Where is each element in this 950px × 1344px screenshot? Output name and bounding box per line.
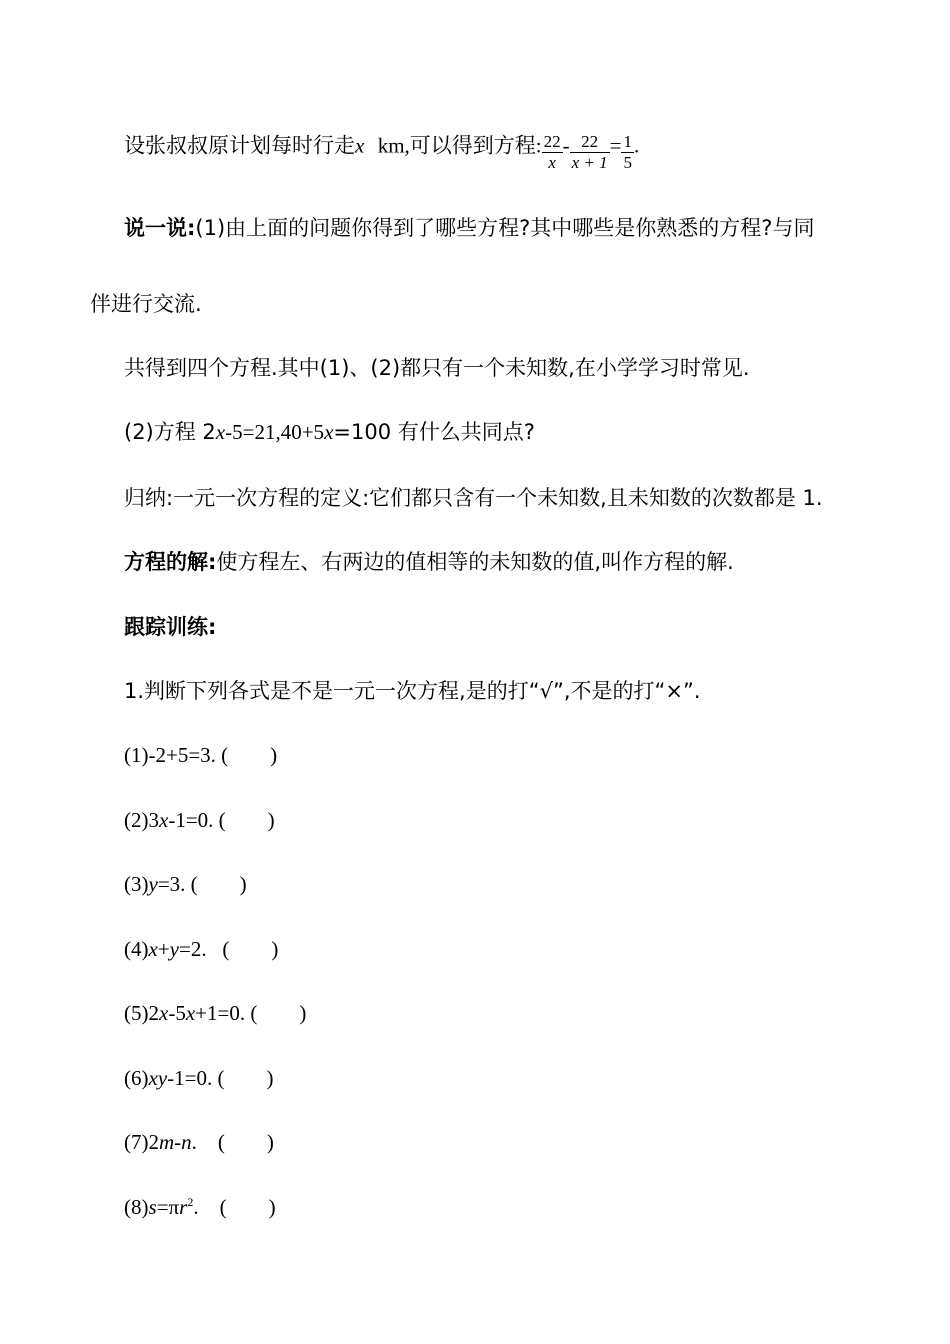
solution-label: 方程的解:: [124, 550, 217, 574]
q2-var-x1: x: [215, 420, 226, 444]
item-4-plus: +: [157, 937, 170, 961]
unit-text: km,可以得到方程:: [377, 133, 542, 158]
exercise-item-2: [124, 806, 275, 834]
question-2: [124, 418, 535, 446]
fraction-1-over-5: $\frac{1}{5}$: [623, 132, 632, 172]
exercise-item-3: [124, 870, 247, 898]
say-text-1: (1)由上面的问题你得到了哪些方程?其中哪些是你熟悉的方程?与同: [195, 216, 815, 240]
summary-text: 归纳:一元一次方程的定义:它们都只含有一个未知数,且未知数的次数都是 1.: [124, 486, 823, 510]
exercise-item-4: [124, 935, 278, 963]
item-3-b: =3. (: [157, 872, 198, 896]
item-4-var-2: y: [169, 937, 179, 961]
exercise-item-1: [124, 741, 277, 769]
item-8-var-1: s: [148, 1195, 157, 1219]
item-6-var: xy: [148, 1066, 168, 1090]
close-paren: ): [299, 1001, 307, 1025]
close-paren: ): [270, 743, 278, 767]
practice-title: [124, 613, 216, 641]
variable-x: x: [355, 133, 365, 158]
intro-text: 设张叔叔原计划每时行走: [124, 133, 355, 158]
item-8-var-2: r: [179, 1195, 188, 1219]
q2-part-b: -5=21,40+5: [225, 420, 325, 444]
item-3-var: y: [148, 872, 158, 896]
item-5-var-1: x: [159, 1001, 169, 1025]
item-5-a: (5)2: [124, 1001, 159, 1025]
item-5-var-2: x: [185, 1001, 196, 1025]
item-7-var-2: n: [181, 1130, 192, 1154]
say-line: [124, 214, 814, 242]
item-5-c: +1=0. (: [195, 1001, 258, 1025]
close-paren: ): [268, 1195, 276, 1219]
item-4-b: =2. (: [179, 937, 230, 961]
fraction-22-over-x-plus-1: $\frac{22}{x + 1}$: [571, 132, 608, 172]
item-7-c: . (: [191, 1130, 225, 1154]
exercise-item-5: [124, 999, 306, 1027]
equals-sign: =: [609, 133, 622, 158]
close-paren: ): [266, 1066, 274, 1090]
item-4-a: (4): [124, 937, 149, 961]
close-paren: ): [266, 1130, 274, 1154]
q2-part-a: (2)方程 2: [124, 420, 216, 444]
close-paren: ): [239, 872, 247, 896]
fraction-22-over-x: $\frac{22}{x}$: [543, 132, 561, 172]
q2-var-x2: x: [324, 420, 334, 444]
close-paren: ): [271, 937, 279, 961]
exercise-item-8: [124, 1193, 276, 1221]
solution-paragraph: [124, 548, 734, 576]
four-equations-paragraph: [124, 354, 750, 382]
exercise-1-instruction: [124, 677, 701, 705]
summary-paragraph: [124, 484, 823, 512]
close-paren: ): [267, 808, 275, 832]
exercise-1-text: 1.判断下列各式是不是一元一次方程,是的打“√”,不是的打“×”.: [124, 679, 701, 703]
item-7-b: -: [174, 1130, 182, 1154]
item-8-exponent: 2: [187, 1195, 194, 1209]
item-8-a: (8): [124, 1195, 149, 1219]
item-8-b: =π: [156, 1195, 180, 1219]
item-6-a: (6): [124, 1066, 149, 1090]
item-3-a: (3): [124, 872, 149, 896]
item-7-a: (7)2: [124, 1130, 159, 1154]
item-5-b: -5: [168, 1001, 186, 1025]
item-7-var-1: m: [159, 1130, 175, 1154]
item-8-c: . (: [193, 1195, 227, 1219]
practice-title-text: 跟踪训练:: [124, 615, 217, 639]
item-4-var-1: x: [148, 937, 158, 961]
minus-sign: -: [562, 133, 570, 158]
q2-part-c: =100 有什么共同点?: [333, 420, 535, 444]
intro-line: [124, 126, 640, 172]
item-2-var: x: [159, 808, 169, 832]
say-text-2: 伴进行交流.: [90, 292, 202, 316]
exercise-item-7: [124, 1128, 274, 1156]
item-2-b: -1=0. (: [168, 808, 226, 832]
period: .: [633, 133, 640, 158]
item-1-text: (1)-2+5=3. (: [124, 743, 229, 767]
item-6-b: -1=0. (: [167, 1066, 225, 1090]
item-2-a: (2)3: [124, 808, 159, 832]
say-line-2: [90, 290, 202, 318]
say-label: 说一说:: [124, 216, 196, 240]
exercise-item-6: [124, 1064, 274, 1092]
solution-text: 使方程左、右两边的值相等的未知数的值,叫作方程的解.: [216, 550, 734, 574]
four-equations-text: 共得到四个方程.其中(1)、(2)都只有一个未知数,在小学学习时常见.: [124, 356, 750, 380]
